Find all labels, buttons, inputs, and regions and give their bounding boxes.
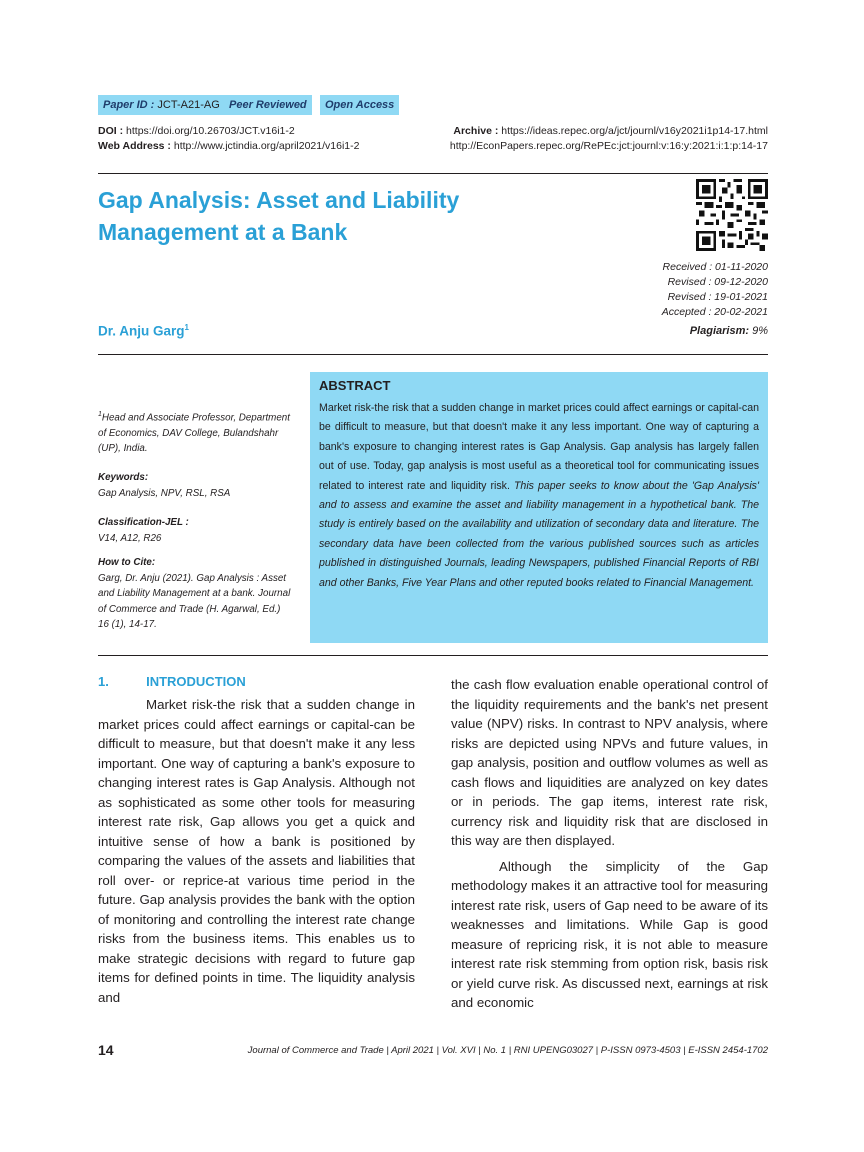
date-accepted: Accepted : 20-02-2021 <box>661 306 768 318</box>
affiliation-sup: 1 <box>98 411 102 418</box>
body-paragraph: the cash flow evaluation enable operational control of the liquidity requirements and the bank's net present value (NPV) risks. In contrast to NPV analysis, where risks are depicted using NPVs and future values, in gap analysis, position and outflow volumes as well as cash flows and liquidities are analyzed on key dates or in periods. The gap items, interest rate risk, currency risk and liquidity risk that are disclosed in this way are then displayed. <box>451 677 768 848</box>
body-right-column <box>451 675 768 1013</box>
plagiarism-label: Plagiarism: <box>689 325 750 337</box>
section-title: INTRODUCTION <box>146 674 246 689</box>
author-divider <box>98 354 768 355</box>
author-sup: 1 <box>184 323 189 332</box>
keywords <box>98 470 298 501</box>
archive-link[interactable]: https://ideas.repec.org/a/jct/journl/v16y2021i1p14-17.html <box>501 125 768 137</box>
header-divider <box>98 173 768 174</box>
cite-label: How to Cite: <box>98 557 156 568</box>
doi-line <box>98 124 295 139</box>
archive-line <box>453 124 768 139</box>
cite-value: Garg, Dr. Anju (2021). Gap Analysis : Asset and Liability Management at a bank. Journal of Commerce and Trade (H. Agarwal, Ed.) 16 (1), 14-17. <box>98 572 291 630</box>
web-address-line <box>98 139 359 154</box>
web-address-link[interactable]: http://www.jctindia.org/april2021/v16i1-2 <box>173 140 360 152</box>
author-name: Dr. Anju Garg <box>98 323 185 339</box>
doi-link[interactable]: https://doi.org/10.26703/JCT.v16i1-2 <box>126 125 295 137</box>
abstract-divider <box>98 655 768 656</box>
abstract-box <box>310 372 768 643</box>
journal-footer: Journal of Commerce and Trade | April 2021 | Vol. XVI | No. 1 | RNI UPENG03027 | P-ISSN 0973-4503 | E-ISSN 2454-1702 <box>247 1045 768 1056</box>
plagiarism <box>690 325 768 337</box>
body-left-column <box>98 695 415 1007</box>
plagiarism-value: 9% <box>752 325 768 337</box>
qr-code-icon <box>696 179 768 251</box>
keywords-label: Keywords: <box>98 472 149 483</box>
peer-reviewed-label: Peer Reviewed <box>229 99 307 111</box>
paper-id-value: JCT-A21-AG <box>157 99 220 111</box>
open-access-badge <box>320 95 399 115</box>
paper-title: Gap Analysis: Asset and Liability Management at a Bank <box>98 187 460 245</box>
archive-label: Archive : <box>453 125 499 137</box>
page-number: 14 <box>98 1042 114 1058</box>
classification-value: V14, A12, R26 <box>98 532 162 544</box>
abstract-text-2: This paper seeks to know about the 'Gap Analysis' and to assess and examine the asset and liability management in a hypothetical bank. The study is entirely based on the availability and utilization of secondary data and literature. The secondary data have been collected from the various published sources such as articles published in distinguished Journals, leading Newspapers, published Financial Reports of RBI and other Banks, Five Year Plans and other reputed books related to Financial Management. <box>319 479 759 589</box>
section-heading <box>98 674 246 689</box>
open-access-label: Open Access <box>325 99 395 111</box>
body-paragraph: Although the simplicity of the Gap methodology makes it an attractive tool for measuring interest rate risk, users of Gap need to be aware of its weaknesses and limitations. While Gap is good measure of repricing risk, it is not able to measure interest rate risk stemming from option risk, basis risk or yield curve risk. As discussed next, earnings at risk and economic <box>451 858 768 1010</box>
doi-label: DOI : <box>98 125 124 137</box>
abstract-body <box>319 399 759 593</box>
paper-id-badge <box>98 95 225 115</box>
abstract-heading: ABSTRACT <box>319 378 391 393</box>
peer-reviewed-badge <box>224 95 312 115</box>
body-paragraph: Market risk-the risk that a sudden change in market prices could affect earnings or capital-can be difficult to measure, but that doesn't make it any less important. One way of capturing a bank's exposure to changing interest rates is Gap Analysis. Although not as sophisticated as some other tools for measuring interest rate risk, Gap allows you get a quick and intuitive sense of how a bank is positioned by comparing the values of the assets and liabilities that roll over- or reprice-at various time period in the future. Gap analysis provides the bank with the option of monitoring and controlling the interest rate change risks from the business items. This enables us to make strategic decisions with regard to future gap items for defined points in time. The liquidity analysis and <box>98 697 415 1005</box>
paper-id-label: Paper ID : <box>103 99 155 111</box>
section-number: 1. <box>98 674 109 689</box>
affiliation-text: Head and Associate Professor, Department of Economics, DAV College, Bulandshahr (UP), India. <box>98 412 290 455</box>
date-received: Received : 01-11-2020 <box>662 261 768 273</box>
abstract-text-1: Market risk-the risk that a sudden change in market prices could affect earnings or capital-can be difficult to measure, but that doesn't make it any less important. One way of capturing a bank's exposure to changing interest rates is Gap Analysis. Gap analysis has largely fallen out of use. Today, gap analysis is most useful as a theoretical tool for communicating issues related to interest rate and liquidity risk. <box>319 402 759 492</box>
date-revised-1: Revised : 09-12-2020 <box>667 276 768 288</box>
classification <box>98 515 298 546</box>
web-address-label: Web Address : <box>98 140 171 152</box>
econpapers-link[interactable]: http://EconPapers.repec.org/RePEc:jct:journl:v:16:y:2021:i:1:p:14-17 <box>449 140 768 152</box>
author <box>98 323 189 339</box>
date-revised-2: Revised : 19-01-2021 <box>667 291 768 303</box>
keywords-value: Gap Analysis, NPV, RSL, RSA <box>98 487 231 499</box>
how-to-cite <box>98 555 293 633</box>
affiliation <box>98 407 298 457</box>
submission-dates <box>662 260 768 320</box>
classification-label: Classification-JEL : <box>98 517 189 528</box>
